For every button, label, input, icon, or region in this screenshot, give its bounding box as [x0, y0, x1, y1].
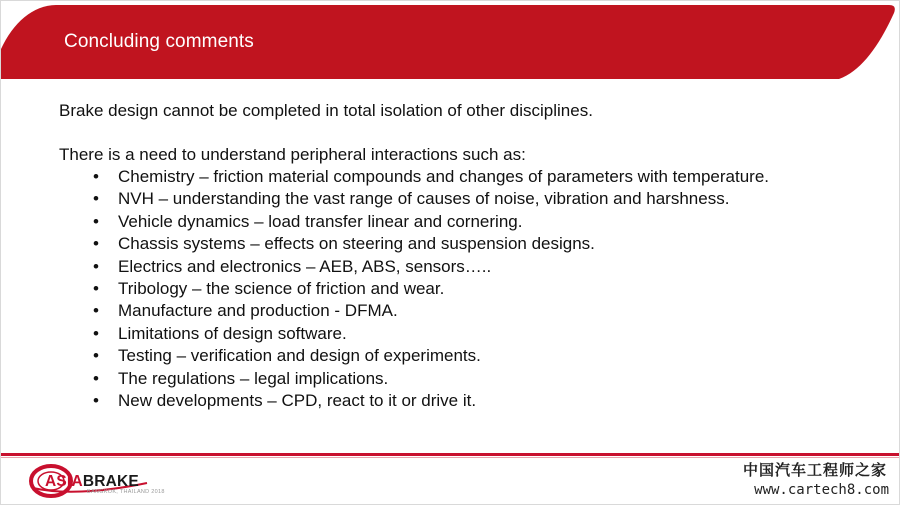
list-item — [59, 256, 859, 278]
bullet-icon: • — [93, 256, 99, 276]
bullet-icon: • — [93, 301, 99, 321]
footer-divider — [1, 453, 900, 456]
logo-prefix: ASIA — [45, 473, 83, 490]
list-item — [59, 345, 859, 367]
list-item — [59, 233, 859, 255]
list-item — [59, 166, 859, 188]
list-item — [59, 188, 859, 210]
list-item — [59, 300, 859, 322]
watermark-url: www.cartech8.com — [754, 482, 889, 498]
list-item — [59, 368, 859, 390]
bullet-icon: • — [93, 167, 99, 186]
footer-divider-thin — [1, 457, 900, 458]
list-item-text: Manufacture and production - DFMA. — [118, 301, 398, 321]
list-item — [59, 390, 859, 412]
list-item-text: The regulations – legal implications. — [118, 368, 389, 388]
bullet-icon: • — [93, 323, 99, 343]
bullet-icon: • — [93, 368, 99, 388]
logo-subtitle: BANGKOK, THAILAND 2018 — [87, 489, 165, 495]
lead-paragraph: There is a need to understand peripheral interactions such as: — [59, 145, 526, 164]
list-item-text: Tribology – the science of friction and wear. — [118, 279, 445, 299]
bullet-icon: • — [93, 279, 99, 299]
bullet-list — [59, 166, 859, 412]
bullet-icon: • — [93, 391, 99, 411]
intro-paragraph: Brake design cannot be completed in total isolation of other disciplines. — [59, 101, 593, 120]
bullet-icon: • — [93, 234, 99, 254]
slide-content — [59, 100, 859, 412]
list-item — [59, 278, 859, 300]
bullet-icon: • — [93, 211, 99, 231]
list-item — [59, 323, 859, 345]
list-item-text: New developments – CPD, react to it or drive it. — [118, 391, 477, 411]
list-item-text: Chemistry – friction material compounds and changes of parameters with temperature. — [118, 167, 770, 186]
slide-title: Concluding comments — [64, 31, 254, 52]
list-item — [59, 211, 859, 233]
logo-suffix: BRAKE — [82, 473, 139, 490]
list-item-text: Testing – verification and design of experiments. — [118, 346, 481, 366]
list-item-text: Electrics and electronics – AEB, ABS, sensors….. — [118, 256, 492, 276]
watermark-cn: 中国汽车工程师之家 — [742, 461, 887, 479]
bullet-icon: • — [93, 346, 99, 366]
bullet-icon: • — [93, 189, 99, 209]
list-item-text: Vehicle dynamics – load transfer linear and cornering. — [118, 211, 523, 231]
list-item-text: Chassis systems – effects on steering and suspension designs. — [118, 234, 595, 254]
list-item-text: NVH – understanding the vast range of causes of noise, vibration and harshness. — [118, 189, 730, 209]
list-item-text: Limitations of design software. — [118, 323, 347, 343]
